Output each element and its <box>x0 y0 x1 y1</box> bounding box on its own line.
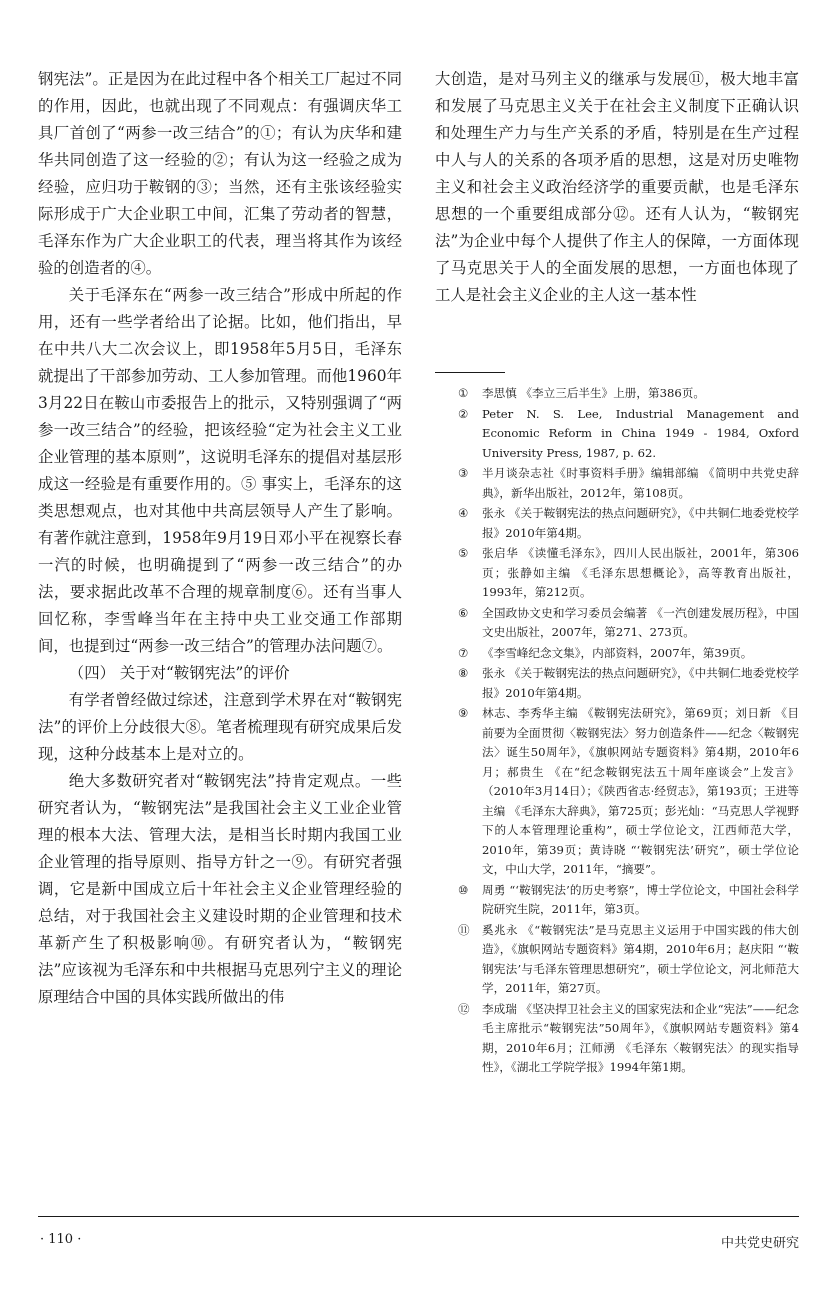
footnote <box>458 384 799 404</box>
footer-divider <box>38 1216 799 1217</box>
left-column <box>38 66 402 1011</box>
footnote-mark: ⑫ <box>458 1001 470 1016</box>
footnote <box>458 644 799 664</box>
footnote-mark: ③ <box>458 466 469 480</box>
footnote-text: 《李雪峰纪念文集》，内部资料，2007年，第39页。 <box>482 645 753 660</box>
footnote-text: 张启华 《读懂毛泽东》，四川人民出版社，2001年，第306页；张静如主编 《毛泽东思想概论》，高等教育出版社，1993年，第212页。 <box>482 546 799 599</box>
footnote-text: 张永 《关于鞍钢宪法的热点问题研究》，《中共铜仁地委党校学报》2010年第4期。 <box>482 666 799 700</box>
footnote-mark: ⑪ <box>458 922 470 937</box>
footnote-mark: ⑥ <box>458 605 469 620</box>
body-paragraph-continued: 大创造，是对马列主义的继承与发展⑪，极大地丰富和发展了马克思主义关于在社会主义制度下正确认识和处理生产力与生产关系的矛盾，特别是在生产过程中人与人的关系的各项矛盾的思想，这是对历史唯物主义和社会主义政治经济学的重要贡献，也是毛泽东思想的一个重要组成部分⑫。还有人认为，“鞍钢宪法”为企业中每个人提供了作主人的保障，一方面体现了马克思关于人的全面发展的思想，一方面也体现了工人是社会主义企业的主人这一基本性 <box>435 70 799 304</box>
footnote-text: 半月谈杂志社《时事资料手册》编辑部编 《简明中共党史辞典》，新华出版社，2012年，第108页。 <box>482 466 799 500</box>
footnote <box>458 544 799 603</box>
footnotes <box>458 384 799 1079</box>
footnote-mark: ④ <box>458 506 469 520</box>
footnote-text: 全国政协文史和学习委员会编著 《一汽创建发展历程》，中国文史出版社，2007年，第271、273页。 <box>482 605 799 639</box>
footnote-text: 周勇 “‘鞍钢宪法’的历史考察”，博士学位论文，中国社会科学院研究生院，2011年，第3页。 <box>482 882 799 916</box>
footnote <box>458 881 799 920</box>
footnote-mark: ② <box>458 406 469 421</box>
footnote-text: Peter N. S. Lee, Industrial Management and Economic Reform in China 1949 - 1984, Oxford University Press, 1987, p. 62. <box>482 406 799 460</box>
footnote-mark: ⑩ <box>458 882 469 897</box>
page-number: · 110 · <box>40 1232 82 1247</box>
right-column <box>435 66 799 309</box>
body-paragraph-1: 钢宪法”。正是因为在此过程中各个相关工厂起过不同的作用，因此，也就出现了不同观点：有强调庆华工具厂首创了“两参一改三结合”的①；有认为庆华和建华共同创造了这一经验的②；有认为这一经验之成为经验，应归功于鞍钢的③；当然，还有主张该经验实际形成于广大企业职工中间，汇集了劳动者的智慧，毛泽东作为广大企业职工的代表，理当将其作为该经验的创造者的④。 <box>38 70 402 277</box>
footnote-text: 李成瑞 《坚决捍卫社会主义的国家宪法和企业“宪法”——纪念毛主席批示“鞍钢宪法”50周年》，《旗帜网站专题资料》第4期，2010年6月；江师湧 《毛泽东〈鞍钢宪法〉的现实指导性》，《湖北工学院学报》1994年第1期。 <box>482 1001 799 1074</box>
footnote <box>458 704 799 880</box>
footnote <box>458 664 799 703</box>
footnote-text: 林志、李秀华主编 《鞍钢宪法研究》，第69页；刘日新 《目前要为全面贯彻〈鞍钢宪法〉努力创造条件——纪念〈鞍钢宪法〉诞生50周年》，《旗帜网站专题资料》第4期，2010年6月；郝贵生 《在“纪念鞍钢宪法五十周年座谈会”上发言》（2010年3月14日）；《陕西省志·经贸志》，第193页；王进等主编 《毛泽东大辞典》，第725页；彭光灿：“马克思人学视野下的人本管理理论重构”，硕士学位论文，江西师范大学，2010年，第39页；黄诗晓 “‘鞍钢宪法’研究”，硕士学位论文，中山大学，2011年，“摘要”。 <box>482 706 799 876</box>
body-paragraph-3: 有学者曾经做过综述，注意到学术界在对“鞍钢宪法”的评价上分歧很大⑧。笔者梳理现有研究成果后发现，这种分歧基本上是对立的。 <box>38 691 402 763</box>
footnote-mark: ⑧ <box>458 666 469 680</box>
footnote-text: 李思慎 《李立三后半生》上册，第386页。 <box>482 386 705 400</box>
footnote <box>458 464 799 503</box>
footnote <box>458 604 799 643</box>
body-paragraph-2: 关于毛泽东在“两参一改三结合”形成中所起的作用，还有一些学者给出了论据。比如，他们指出，早在中共八大二次会议上，即1958年5月5日，毛泽东就提出了干部参加劳动、工人参加管理。而他1960年3月22日在鞍山市委报告上的批示，又特别强调了“两参一改三结合”的经验，把该经验“定为社会主义工业企业管理的基本原则”，这说明毛泽东的提倡对基层形成这一经验是有重要作用的。⑤ 事实上，毛泽东的这类思想观点，也对其他中共高层领导人产生了影响。有著作就注意到，1958年9月19日邓小平在视察长春一汽的时候，也明确提到了“两参一改三结合”的办法，要求据此改革不合理的规章制度⑥。还有当事人回忆称，李雪峰当年在主持中央工业交通工作部期间，也提到过“两参一改三结合”的管理办法问题⑦。 <box>38 286 402 655</box>
footnote <box>458 1000 799 1078</box>
footnote-text: 奚兆永 《“鞍钢宪法”是马克思主义运用于中国实践的伟大创造》，《旗帜网站专题资料》第4期，2010年6月；赵庆阳 “‘鞍钢宪法’与毛泽东管理思想研究”，硕士学位论文，河北师范大学，2011年，第27页。 <box>482 922 799 995</box>
footnote-text: 张永 《关于鞍钢宪法的热点问题研究》，《中共铜仁地委党校学报》2010年第4期。 <box>482 506 799 540</box>
footnote-mark: ⑤ <box>458 546 469 560</box>
footnote <box>458 504 799 543</box>
footnote <box>458 921 799 999</box>
footnote-mark: ① <box>458 386 469 400</box>
footnote-mark: ⑦ <box>458 645 469 660</box>
footnote <box>458 405 799 464</box>
section-heading: （四） 关于对“鞍钢宪法”的评价 <box>68 664 290 682</box>
footnote-divider <box>435 372 505 373</box>
footnote-mark: ⑨ <box>458 706 469 720</box>
body-paragraph-4: 绝大多数研究者对“鞍钢宪法”持肯定观点。一些研究者认为，“鞍钢宪法”是我国社会主义工业企业管理的根本大法、管理大法，是相当长时期内我国工业企业管理的指导原则、指导方针之一⑨。有研究者强调，它是新中国成立后十年社会主义企业管理经验的总结，对于我国社会主义建设时期的企业管理和技术革新产生了积极影响⑩。有研究者认为，“鞍钢宪法”应该视为毛泽东和中共根据马克思列宁主义的理论原理结合中国的具体实践所做出的伟 <box>38 772 402 1006</box>
journal-name: 中共党史研究 <box>720 1236 799 1251</box>
